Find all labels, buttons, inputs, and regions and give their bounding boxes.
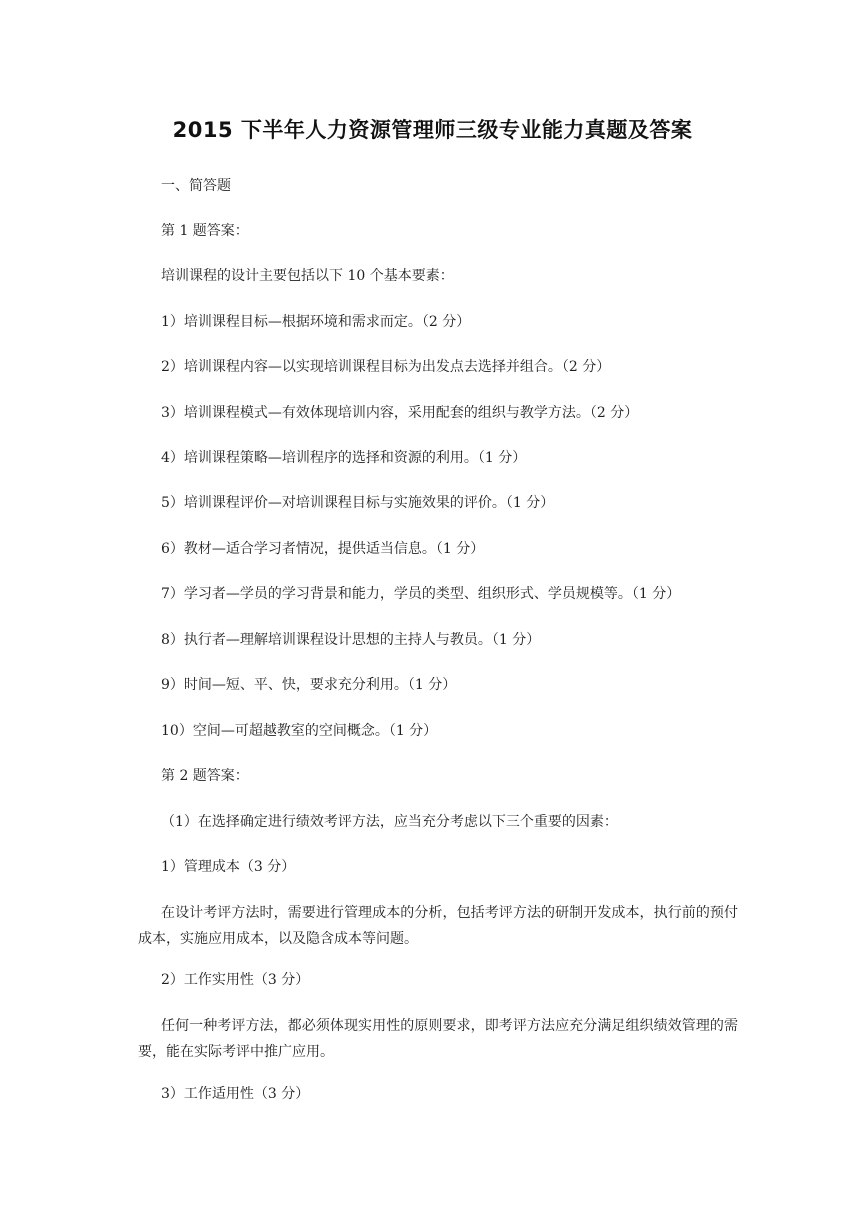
question-2-heading: 第 2 题答案： <box>161 768 249 784</box>
section-heading: 一、简答题 <box>161 178 231 194</box>
factor-1-paragraph: 在设计考评方法时，需要进行管理成本的分析，包括考评方法的研制开发成本，执行前的预付成本，实施应用成本，以及隐含成本等问题。 <box>138 905 738 947</box>
document-title: 2015 下半年人力资源管理师三级专业能力真题及答案 <box>172 118 693 142</box>
question-1-intro: 培训课程的设计主要包括以下 10 个基本要素： <box>161 268 454 284</box>
list-item: 10）空间—可超越教室的空间概念。（1 分） <box>161 723 438 739</box>
factor-3-title: 3）工作适用性（3 分） <box>161 1086 310 1102</box>
list-item: 6）教材—适合学习者情况，提供适当信息。（1 分） <box>161 541 485 557</box>
list-item: 5）培训课程评价—对培训课程目标与实施效果的评价。（1 分） <box>161 495 555 511</box>
question-2-intro: （1）在选择确定进行绩效考评方法，应当充分考虑以下三个重要的因素： <box>161 814 618 830</box>
question-1-heading: 第 1 题答案： <box>161 223 249 239</box>
list-item: 2）培训课程内容—以实现培训课程目标为出发点去选择并组合。（2 分） <box>161 359 611 375</box>
list-item: 4）培训课程策略—培训程序的选择和资源的利用。（1 分） <box>161 450 527 466</box>
list-item: 9）时间—短、平、快，要求充分利用。（1 分） <box>161 677 457 693</box>
list-item: 3）培训课程模式—有效体现培训内容，采用配套的组织与教学方法。（2 分） <box>161 405 639 421</box>
factor-2-title: 2）工作实用性（3 分） <box>161 972 310 988</box>
factor-1-title: 1）管理成本（3 分） <box>161 859 296 875</box>
list-item: 8）执行者—理解培训课程设计思想的主持人与教员。（1 分） <box>161 632 541 648</box>
list-item: 1）培训课程目标—根据环境和需求而定。（2 分） <box>161 314 471 330</box>
list-item: 7）学习者—学员的学习背景和能力，学员的类型、组织形式、学员规模等。（1 分） <box>161 586 681 602</box>
factor-2-paragraph: 任何一种考评方法，都必须体现实用性的原则要求，即考评方法应充分满足组织绩效管理的需要，能在实际考评中推广应用。 <box>138 1018 738 1060</box>
